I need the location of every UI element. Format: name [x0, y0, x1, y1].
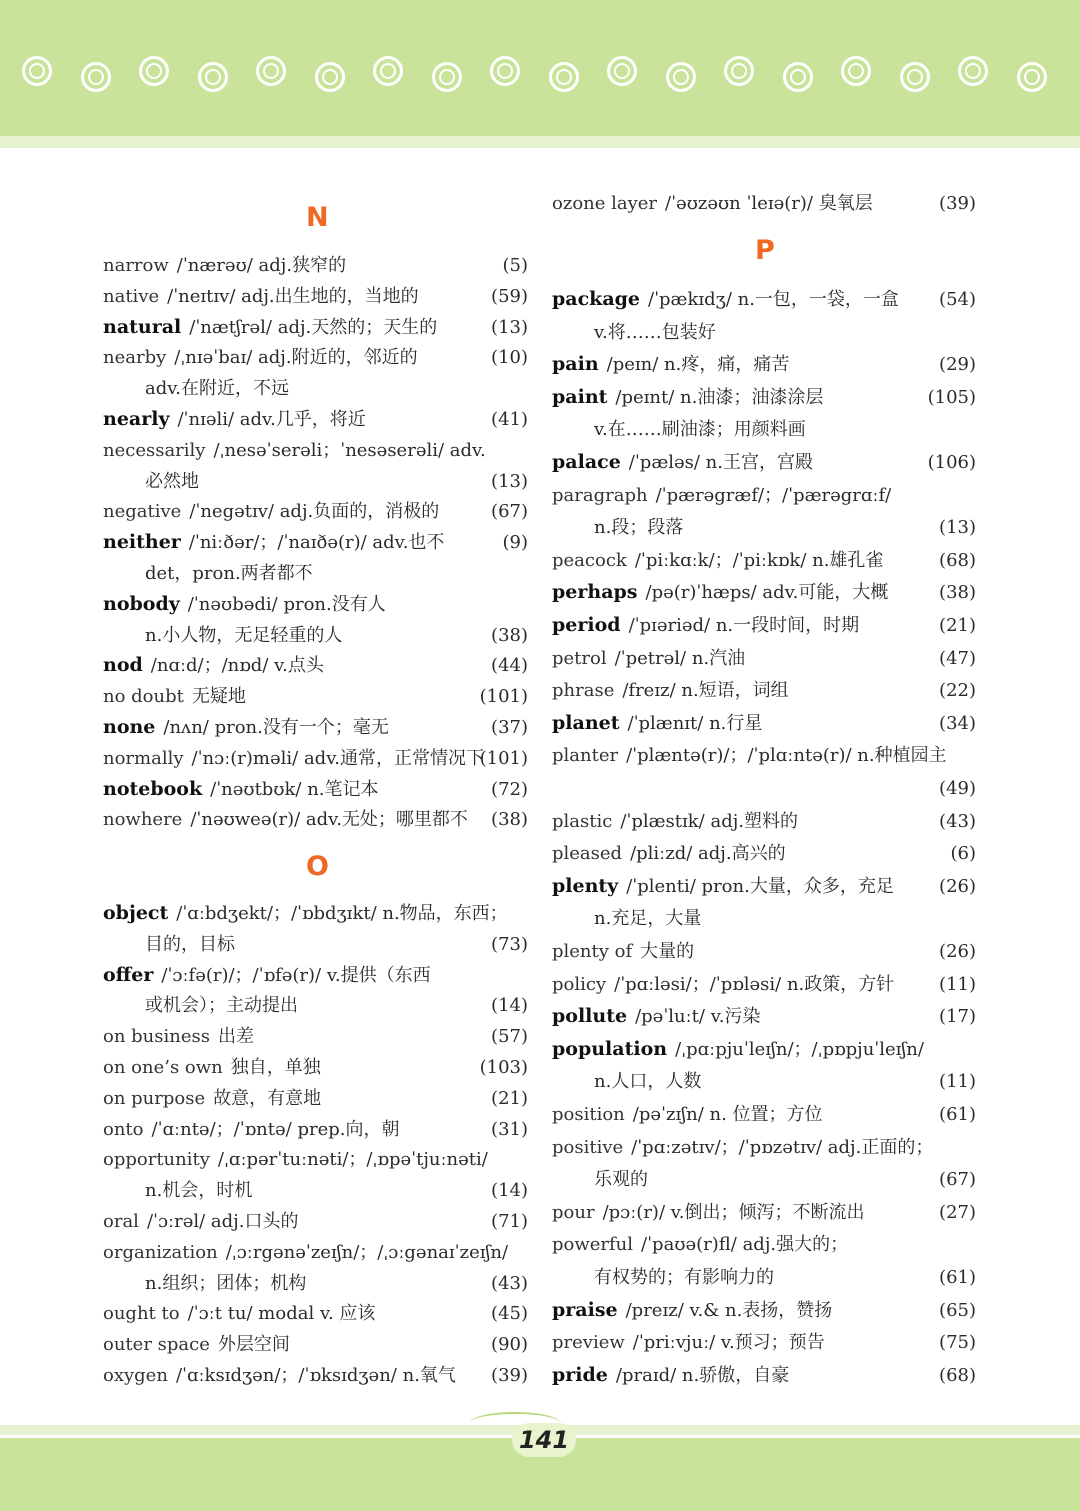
dictionary-entry: [552, 838, 976, 869]
entry-definition: /ˈəʊzəʊn ˈleɪə(r)/ 臭氧层: [665, 193, 873, 214]
entry-page: (11): [939, 973, 976, 995]
dictionary-entry: [103, 250, 528, 281]
dictionary-entry: [103, 960, 528, 991]
entry-page: (43): [939, 810, 976, 832]
entry-page: (13): [491, 316, 528, 338]
entry-definition: /ˌɑːpərˈtuːnəti/；/ˌɒpəˈtjuːnəti/: [217, 1149, 488, 1171]
continuation-text: n.充足，大量: [594, 908, 702, 930]
entry-page: (17): [939, 1006, 976, 1028]
dictionary-entry: [103, 1052, 528, 1083]
entry-definition: /ˈniːðər/；/ˈnaɪðə(r)/ adv.也不: [188, 532, 445, 554]
dictionary-entry: [552, 1295, 976, 1326]
entry-word: planter: [552, 745, 619, 767]
entry-word: powerful: [552, 1234, 634, 1256]
entry-continuation: [594, 1262, 976, 1293]
entry-word: none: [103, 716, 156, 738]
entry-word: native: [103, 285, 160, 307]
entry-definition: /nɑːd/；/nɒd/ v.点头: [150, 655, 324, 677]
entry-word: plenty of: [552, 941, 633, 962]
entry-page: (65): [939, 1299, 976, 1321]
entry-page: (61): [939, 1267, 976, 1288]
dictionary-entry: [552, 806, 976, 837]
entry-word: outer space: [103, 1334, 210, 1356]
entry-definition: 故意，有意地: [213, 1087, 322, 1109]
entry-definition: /ˈpɪəriəd/ n.一段时间，时期: [628, 615, 860, 636]
entry-word: on business: [103, 1026, 210, 1048]
dictionary-entry: [103, 898, 528, 929]
continuation-text: n.组织；团体；机构: [145, 1272, 307, 1294]
dictionary-entry: [103, 527, 528, 558]
entry-word: ozone layer: [552, 193, 658, 214]
entry-word: package: [552, 288, 641, 310]
entry-continuation: [145, 990, 528, 1021]
entry-word: positive: [552, 1136, 624, 1158]
dictionary-entry: [552, 545, 976, 576]
dictionary-entry: [103, 1144, 528, 1175]
entry-definition: 独自，单独: [230, 1057, 321, 1078]
entry-definition: /ˈplæntə(r)/；/ˈplɑːntə(r)/ n.种植园主: [626, 745, 947, 767]
entry-definition: /ˌpɑːpjuˈleɪʃn/；/ˌpɒpjuˈleɪʃn/: [675, 1038, 924, 1060]
entry-page: (5): [502, 255, 528, 276]
continuation-text: adv.在附近，不远: [145, 378, 290, 400]
entry-word: perhaps: [552, 581, 638, 604]
continuation-text: n.小人物，无足轻重的人: [145, 624, 343, 646]
continuation-text: n.机会，时机: [145, 1180, 253, 1202]
entry-page: (14): [491, 995, 528, 1017]
continuation-text: 或机会）；主动提出: [145, 995, 298, 1017]
entry-word: on one’s own: [103, 1057, 223, 1078]
continuation-text: v.在……刷油漆；用颜料画: [594, 419, 806, 441]
entry-page: (68): [939, 1364, 976, 1386]
dictionary-entry: [103, 1237, 528, 1268]
entry-page: (37): [491, 717, 528, 738]
entry-definition: /ˈpæləs/ n.王宫，宫殿: [628, 452, 813, 473]
entry-page: (29): [939, 354, 976, 376]
entry-word: plastic: [552, 810, 613, 832]
entry-definition: 外层空间: [217, 1334, 290, 1356]
entry-definition: /ˈneɪtɪv/ adj.出生地的，当地的: [167, 285, 419, 307]
entry-definition: /ˈpetrəl/ n.汽油: [614, 647, 746, 669]
dictionary-entry: [103, 1329, 528, 1360]
entry-page: (44): [491, 655, 528, 677]
entry-word: phrase: [552, 680, 615, 702]
entry-continuation: [594, 903, 976, 934]
dictionary-entry: [103, 1298, 528, 1329]
dictionary-entry: [552, 447, 976, 478]
entry-continuation: [145, 373, 528, 404]
entry-definition: /ˈpɑːzətɪv/；/ˈpɒzətɪv/ adj.正面的；: [631, 1136, 934, 1158]
right-column: [552, 0, 976, 1420]
section-letter-o: O: [306, 851, 329, 882]
dictionary-entry: [552, 708, 976, 739]
entry-word: organization: [103, 1241, 218, 1263]
entry-definition: /peɪnt/ n.油漆；油漆涂层: [615, 386, 824, 408]
entry-definition: /ˈɔːfə(r)/；/ˈɒfə(r)/ v.提供（东西: [161, 964, 431, 986]
entry-definition: /ˈplæstɪk/ adj.塑料的: [620, 810, 799, 832]
entry-word: preview: [552, 1332, 625, 1354]
entry-definition: /pɔː(r)/ v.倒出；倾泻；不断流出: [602, 1201, 865, 1223]
continuation-text: 乐观的: [594, 1169, 648, 1191]
entry-word: pleased: [552, 843, 623, 865]
entry-page: (101): [479, 747, 528, 769]
dictionary-entry: [103, 342, 528, 373]
entry-page: (47): [939, 647, 976, 669]
entry-word: palace: [552, 451, 621, 473]
entry-word: nowhere: [103, 809, 183, 831]
entry-word: pride: [552, 1363, 608, 1386]
entry-word: period: [552, 614, 621, 636]
entry-page: (101): [479, 686, 528, 708]
dictionary-entry: [552, 1001, 976, 1032]
entry-definition: /ˈnærəʊ/ adj.狭窄的: [176, 255, 347, 276]
dictionary-entry: [103, 281, 528, 312]
entry-continuation: [145, 929, 528, 960]
dictionary-entry: [552, 577, 976, 608]
entry-word: offer: [103, 963, 154, 986]
entry-page: (67): [491, 501, 528, 523]
entry-word: plenty: [552, 874, 619, 897]
entry-definition: 出差: [217, 1026, 254, 1048]
entry-page: (43): [491, 1272, 528, 1294]
entry-continuation: [594, 1164, 976, 1195]
dictionary-entry: [552, 349, 976, 380]
entry-page: (103): [479, 1057, 528, 1078]
entry-page: (31): [491, 1118, 528, 1140]
entry-page: (22): [939, 680, 976, 702]
dictionary-entry: [103, 650, 528, 681]
entry-definition: /freɪz/ n.短语，词组: [622, 680, 789, 702]
entry-word: object: [103, 902, 169, 924]
entry-page: (13): [939, 517, 976, 539]
entry-page: (10): [491, 347, 528, 369]
entry-word: position: [552, 1104, 625, 1125]
entry-word: nobody: [103, 592, 180, 615]
page-number: 141: [512, 1423, 576, 1457]
entry-page: (21): [491, 1087, 528, 1109]
entry-word: petrol: [552, 647, 607, 669]
entry-continuation: [145, 466, 528, 497]
continuation-text: det，pron.两者都不: [145, 563, 313, 584]
entry-word: planet: [552, 711, 620, 734]
entry-definition: /ˈɔːrəl/ adj.口头的: [146, 1211, 299, 1232]
entry-page: (6): [950, 843, 976, 865]
dictionary-entry: [103, 1021, 528, 1052]
entry-page: (41): [491, 409, 528, 430]
entry-definition: /ˌnesəˈserəli；ˈnesəserəli/ adv.: [213, 439, 486, 461]
entry-page: (59): [491, 285, 528, 307]
entry-page: (45): [491, 1303, 528, 1325]
entry-word: pour: [552, 1201, 595, 1223]
entry-definition: /pəˈluːt/ v.污染: [635, 1006, 761, 1028]
entry-definition: /praɪd/ n.骄傲，自豪: [615, 1364, 790, 1386]
entry-word: ought to: [103, 1303, 180, 1325]
dictionary-entry: [103, 1114, 528, 1145]
dictionary-entry: [552, 643, 976, 674]
dictionary-entry: [552, 871, 976, 902]
entry-page: (67): [939, 1169, 976, 1191]
entry-page: (90): [491, 1334, 528, 1356]
banner-ring-decoration: [22, 56, 52, 86]
entry-word: nod: [103, 654, 143, 677]
entry-page: (26): [939, 941, 976, 962]
dictionary-entry: [552, 1099, 976, 1130]
entry-definition: /ˈplænɪt/ n.行星: [627, 712, 763, 734]
entry-word: paint: [552, 385, 608, 408]
entry-word: necessarily: [103, 439, 206, 461]
entry-word: nearby: [103, 347, 167, 369]
entry-page: (75): [939, 1332, 976, 1354]
entry-definition: /ˈpriːvjuː/ v.预习；预告: [632, 1332, 825, 1354]
entry-page: (26): [939, 875, 976, 897]
dictionary-entry: [103, 712, 528, 743]
entry-page: (72): [491, 778, 528, 800]
section-letter-p: P: [755, 235, 775, 266]
entry-definition: /ˈɑːntə/；/ˈɒntə/ prep.向，朝: [151, 1118, 400, 1140]
entry-continuation: [594, 1066, 976, 1097]
continuation-text: 目的，目标: [145, 933, 235, 955]
dictionary-entry: [552, 610, 976, 641]
entry-page: (105): [927, 386, 976, 408]
dictionary-entry: [552, 284, 976, 315]
entry-definition: /ˈɑːbdʒekt/；/ˈɒbdʒɪkt/ n.物品，东西；: [176, 903, 508, 924]
dictionary-entry: [103, 774, 528, 805]
entry-definition: /nʌn/ pron.没有一个；毫无: [163, 717, 389, 738]
entry-word: paragraph: [552, 484, 648, 506]
dictionary-entry: [103, 1206, 528, 1237]
dictionary-entry: [552, 675, 976, 706]
entry-word: onto: [103, 1118, 144, 1140]
entry-word: notebook: [103, 777, 203, 800]
entry-page: (68): [939, 549, 976, 571]
entry-word: opportunity: [103, 1149, 210, 1171]
entry-page: (39): [491, 1365, 528, 1386]
entry-definition: /peɪn/ n.疼，痛，痛苦: [606, 354, 790, 376]
entry-page: (38): [491, 624, 528, 646]
entry-page: (21): [939, 615, 976, 636]
dictionary-entry: [552, 382, 976, 413]
entry-word: normally: [103, 747, 184, 769]
entry-word: oxygen: [103, 1365, 168, 1386]
entry-word: neither: [103, 531, 181, 554]
entry-word: policy: [552, 973, 607, 995]
entry-page: (38): [491, 809, 528, 831]
entry-continuation: [145, 1268, 528, 1299]
entry-continuation: [594, 317, 976, 348]
entry-definition: /ˈpɑːləsi/；/ˈpɒləsi/ n.政策，方针: [614, 973, 895, 995]
entry-word: praise: [552, 1298, 618, 1321]
entry-page: (27): [939, 1201, 976, 1223]
entry-definition: /ˈnegətɪv/ adj.负面的，消极的: [189, 501, 440, 523]
entry-word: peacock: [552, 549, 627, 571]
dictionary-entry: [552, 1132, 976, 1163]
entry-definition: /pəˈzɪʃn/ n. 位置；方位: [632, 1104, 823, 1125]
entry-continuation: [145, 620, 528, 651]
entry-page: (61): [939, 1104, 976, 1125]
entry-page: (49): [939, 778, 976, 799]
entry-page: (73): [491, 933, 528, 955]
continuation-text: 有权势的；有影响力的: [594, 1267, 774, 1288]
dictionary-entry: [103, 589, 528, 620]
dictionary-entry: [103, 312, 528, 343]
entry-page: (54): [939, 289, 976, 310]
entry-definition: /pliːzd/ adj.高兴的: [630, 843, 786, 865]
entry-page: (39): [939, 193, 976, 214]
entry-definition: /pə(r)ˈhæps/ adv.可能，大概: [645, 582, 889, 604]
entry-continuation: [145, 558, 528, 589]
entry-continuation: [145, 1175, 528, 1206]
dictionary-entry: [552, 1197, 976, 1228]
entry-definition: /preɪz/ v.& n.表扬，赞扬: [625, 1299, 833, 1321]
entry-definition: /ˈɑːksɪdʒən/；/ˈɒksɪdʒən/ n.氧气: [175, 1365, 456, 1386]
dictionary-entry: [103, 1360, 528, 1391]
dictionary-entry: [103, 496, 528, 527]
entry-continuation: [594, 773, 976, 804]
entry-definition: /ˌɔːrgənəˈzeɪʃn/；/ˌɔːgənaɪˈzeɪʃn/: [225, 1241, 509, 1263]
dictionary-entry: [552, 1327, 976, 1358]
dictionary-entry: [552, 480, 976, 511]
dictionary-entry: [103, 804, 528, 835]
entry-word: population: [552, 1037, 668, 1060]
dictionary-entry: [103, 743, 528, 774]
dictionary-entry: [103, 1083, 528, 1114]
entry-word: no doubt: [103, 686, 184, 708]
entry-page: (57): [491, 1026, 528, 1048]
dictionary-entry: [552, 1229, 976, 1260]
entry-definition: /ˈɔːt tu/ modal v. 应该: [187, 1303, 376, 1325]
entry-page: (38): [939, 582, 976, 604]
dictionary-entry: [552, 936, 976, 967]
entry-definition: /ˈnəʊbədi/ pron.没有人: [187, 593, 386, 615]
continuation-text: n.段；段落: [594, 517, 684, 539]
continuation-text: n.人口，人数: [594, 1071, 702, 1093]
entry-word: negative: [103, 501, 182, 523]
entry-word: oral: [103, 1211, 139, 1232]
entry-definition: /ˈnɪəli/ adv.几乎，将近: [177, 409, 366, 430]
entry-page: (13): [491, 470, 528, 492]
left-column: [103, 0, 528, 1420]
entry-continuation: [594, 414, 976, 445]
entry-definition: /ˈpækɪdʒ/ n.一包，一袋，一盒: [648, 289, 899, 310]
banner-ring-decoration: [1017, 62, 1047, 92]
entry-definition: /ˈpaʊə(r)fl/ adj.强大的；: [641, 1234, 849, 1256]
entry-page: (9): [502, 532, 528, 554]
entry-definition: /ˈpiːkɑːk/；/ˈpiːkɒk/ n.雄孔雀: [634, 549, 884, 571]
dictionary-entry: [552, 1034, 976, 1065]
entry-definition: /ˈnəʊtbʊk/ n.笔记本: [210, 778, 379, 800]
entry-word: pain: [552, 353, 599, 376]
entry-page: (14): [491, 1180, 528, 1202]
dictionary-entry: [552, 1360, 976, 1391]
entry-ozone-layer: [552, 188, 976, 219]
entry-definition: 大量的: [640, 941, 695, 962]
entry-page: (106): [927, 452, 976, 473]
dictionary-entry: [103, 681, 528, 712]
dictionary-entry: [552, 740, 976, 771]
entry-definition: /ˈnɔː(r)məli/ adv.通常，正常情况下: [191, 747, 484, 769]
entry-definition: /ˈnætʃrəl/ adj.天然的；天生的: [189, 316, 438, 338]
entry-definition: /ˈpærəgræf/；/ˈpærəgrɑːf/: [655, 484, 892, 506]
dictionary-entry: [103, 404, 528, 435]
entry-page: (34): [939, 712, 976, 734]
dictionary-entry: [103, 435, 528, 466]
entry-word: pollute: [552, 1005, 628, 1028]
entry-continuation: [594, 512, 976, 543]
entry-definition: /ˈplenti/ pron.大量，众多，充足: [626, 875, 894, 897]
entry-page: (71): [491, 1211, 528, 1232]
entry-definition: 无疑地: [191, 686, 246, 708]
entry-word: narrow: [103, 255, 169, 276]
entry-definition: /ˌnɪəˈbaɪ/ adj.附近的，邻近的: [174, 347, 418, 369]
entry-page: (11): [939, 1071, 976, 1093]
continuation-text: v.将……包装好: [594, 321, 716, 343]
entry-word: on purpose: [103, 1087, 206, 1109]
continuation-text: 必然地: [145, 470, 199, 492]
entry-word: nearly: [103, 408, 170, 430]
dictionary-entry: [552, 969, 976, 1000]
entry-definition: /ˈnəʊweə(r)/ adv.无处；哪里都不: [190, 809, 468, 831]
section-letter-n: N: [306, 202, 329, 233]
entry-word: natural: [103, 315, 182, 338]
